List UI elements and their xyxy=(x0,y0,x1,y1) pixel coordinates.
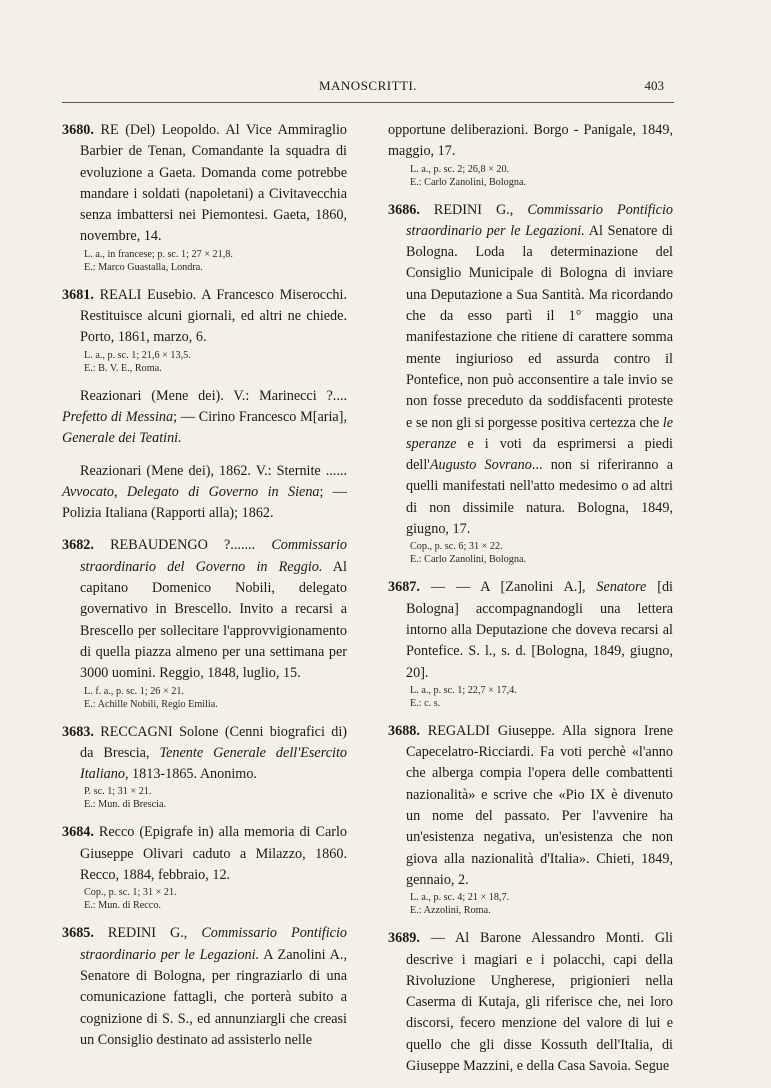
entry-note: E.: Mun. di Brescia. xyxy=(84,799,167,811)
entry-number: 3687. xyxy=(388,579,420,596)
entry-note: Cop., p. sc. 6; 31 × 22. xyxy=(410,541,503,553)
catalog-entry xyxy=(62,722,347,812)
entry-text-segment: REGALDI Giuseppe. Alla signora Irene Capecelatro-Ricciardi. Fa voti perchè «l'anno che alberga compia l'opera delle combattenti nazionalità» e scrive che «Pio IX è divenuto un nome del passato. Per l'avvenire ha un'esistenza negativa, un'esistenza che non giova alla nazionalità d'Italia». Chieti, 1849, gennaio, 2. xyxy=(406,722,673,888)
entry-italic-text: le speranze xyxy=(406,414,673,452)
entry-italic-text: Commissario Pontificio straordinario per le Legazioni. xyxy=(80,925,347,963)
catalog-entry xyxy=(62,535,347,710)
entry-text xyxy=(62,722,347,786)
entry-number: 3685. xyxy=(62,925,94,942)
entry-note: L. f. a., p. sc. 1; 26 × 21. xyxy=(84,685,184,697)
entry-italic-text: Tenente Generale dell'Esercito Italiano xyxy=(80,744,347,783)
right-column xyxy=(388,120,673,1088)
catalog-entry xyxy=(388,721,673,917)
entry-text-segment: , 1813-1865. Anonimo. xyxy=(124,766,257,783)
entry-text xyxy=(62,120,347,248)
entry-note: L. a., p. sc. 2; 26,8 × 20. xyxy=(410,163,510,175)
page-number: 403 xyxy=(644,78,664,93)
catalog-entry xyxy=(388,120,673,189)
entry-note: E.: Carlo Zanolini, Bologna. xyxy=(410,554,527,566)
entry-note: P. sc. 1; 31 × 21. xyxy=(84,786,152,798)
left-column xyxy=(62,120,347,1062)
entry-number: 3689. xyxy=(388,930,420,947)
entry-text-segment: REBAUDENGO ?....... xyxy=(93,537,272,554)
entry-text xyxy=(388,721,673,891)
entry-text-segment: REALI Eusebio. A Francesco Miserocchi. Restituisce alcuni giornali, ed altri ne chiede. Porto, 1861, marzo, 6. xyxy=(80,286,347,346)
entry-number: 3682. xyxy=(62,537,94,554)
entry-text-segment: REDINI G., xyxy=(419,201,528,218)
entry-italic-text: Senatore xyxy=(596,579,647,596)
entry-text-segment: — Al Barone Alessandro Monti. Gli descrive i magiari e i polacchi, capi della Rivoluzione Ungherese, prigionieri nella Caserma di Kutaja, gli riferisce che, nei loro discorsi, fecero menzione del valore di lui e quello che gli disse Kossuth dell'Italia, di Giuseppe Mazzini, e della Casa Savoia. Segue xyxy=(406,930,673,1074)
entry-text-segment: Al Senatore di Bologna. Loda la determinazione del Consiglio Municipale di Bologna di inviare una Deputazione a Sua Santità. Ma ricordando che da esso partì il 1° maggio una manifestazione che ritiene di carattere somma mente ingiurioso ed assurda contro il Pontefice, non può acconsentire a tale invio se non fosse preceduto da soddisfacenti proteste e se non gli si porgesse positiva certezza che xyxy=(406,222,673,431)
entry-text-segment: [di Bologna] accompagnandogli una lettera intorno alla Deputazione che doveva recarsi al Pontefice. S. l., s. d. [Bologna, 1849, giugno, 20]. xyxy=(406,579,673,681)
catalog-entry xyxy=(62,386,347,450)
entry-text-segment: Reazionari (Mene dei). V.: Marinecci ?.... xyxy=(80,387,347,404)
entry-text xyxy=(62,461,347,525)
entry-note: E.: B. V. E., Roma. xyxy=(84,362,162,374)
entry-number: 3686. xyxy=(388,201,420,218)
entry-text xyxy=(388,200,673,541)
entry-text xyxy=(388,120,673,163)
entry-text xyxy=(388,577,673,683)
catalog-entry xyxy=(62,923,347,1051)
entry-italic-text: Generale dei Teatini. xyxy=(62,430,182,447)
entry-note: E.: Carlo Zanolini, Bologna. xyxy=(410,176,527,188)
entry-note: E.: Achille Nobili, Regio Emilia. xyxy=(84,698,218,710)
catalog-entry xyxy=(62,822,347,912)
catalog-entry xyxy=(62,120,347,274)
entry-text-segment: REDINI G., xyxy=(93,925,202,942)
entry-text xyxy=(62,923,347,1051)
entry-note: Cop., p. sc. 1; 31 × 21. xyxy=(84,887,177,899)
entry-note: E.: Mun. di Recco. xyxy=(84,900,161,912)
entry-number: 3681. xyxy=(62,286,94,303)
entry-text-segment: RECCAGNI Solone (Cenni biografici di) da Brescia, xyxy=(80,723,347,761)
entry-number: 3680. xyxy=(62,122,94,138)
entry-text-segment: ; — Polizia Italiana (Rapporti alla); 1862. xyxy=(62,483,347,522)
catalog-entry xyxy=(388,200,673,567)
entry-text-segment: opportune deliberazioni. Borgo - Panigale, 1849, maggio, 17. xyxy=(388,122,673,160)
entry-number: 3683. xyxy=(62,723,94,740)
running-title: MANOSCRITTI. xyxy=(318,78,418,93)
entry-note: L. a., in francese; p. sc. 1; 27 × 21,8. xyxy=(84,248,233,260)
entry-text-segment: Al capitano Domenico Nobili, delegato governativo in Brescello. Invito a recarsi a Brescello per sollecitare l'approvvigionamento di quella piazza almeno per una settimana per 3000 uomini. Reggio, 1848, luglio, 15. xyxy=(80,558,347,682)
catalog-entry xyxy=(388,928,673,1077)
entry-text-segment: Recco (Epigrafe in) alla memoria di Carlo Giuseppe Olivari caduto a Milazzo, 1860. Recco, 1884, febbraio, 12. xyxy=(80,824,347,884)
entry-note: L. a., p. sc. 1; 21,6 × 13,5. xyxy=(84,349,191,361)
page-header xyxy=(62,74,674,103)
entry-text xyxy=(62,386,347,450)
entry-text xyxy=(62,285,347,349)
entry-note: L. a., p. sc. 4; 21 × 18,7. xyxy=(410,892,510,904)
entry-text-segment: — — A [Zanolini A.], xyxy=(419,579,597,596)
entry-text-segment: RE (Del) Leopoldo. Al Vice Ammiraglio Barbier de Tenan, Comandante la squadra di evoluzione a Gaeta. Domanda come potrebbe mandare i soldati (napoletani) a Civitavecchia senza imbattersi nei Piemontesi. Gaeta, 1860, novembre, 14. xyxy=(80,122,347,245)
entry-italic-text: Commissario Pontificio straordinario per le Legazioni. xyxy=(406,201,673,239)
entry-text-segment: e i voti da esprimersi a piedi dell' xyxy=(406,435,673,474)
entry-text xyxy=(62,822,347,886)
catalog-entry xyxy=(388,577,673,709)
entry-number: 3684. xyxy=(62,824,94,841)
catalog-entry xyxy=(62,285,347,375)
entry-text-segment: A Zanolini A., Senatore di Bologna, per ringraziarlo di una comunicazione fattagli, che porterà subito a cognizione di S. S., ed annunziargli che creasi un Consiglio destinato ad assisterlo nelle xyxy=(80,946,347,1048)
entry-italic-text: Augusto Sovrano xyxy=(429,457,532,474)
entry-note: E.: Azzolini, Roma. xyxy=(410,905,491,917)
entry-note: L. a., p. sc. 1; 22,7 × 17,4. xyxy=(410,684,517,696)
entry-text xyxy=(388,928,673,1077)
catalog-entry xyxy=(62,461,347,525)
entry-italic-text: Commissario straordinario del Governo in Reggio. xyxy=(80,537,347,575)
entry-text-segment: ; — Cirino Francesco M[aria], xyxy=(173,408,347,425)
entry-note: E.: c. s. xyxy=(410,697,441,709)
entry-text-segment: Reazionari (Mene dei), 1862. V.: Sternite ...... xyxy=(80,462,347,479)
entry-italic-text: Prefetto di Messina xyxy=(62,408,174,425)
entry-text-segment: ... non si riferiranno a quelli manifestati nell'atto medesimo o ad altri di non dissimile natura. Bologna, 1849, giugno, 17. xyxy=(406,457,673,538)
entry-number: 3688. xyxy=(388,722,420,739)
entry-italic-text: Avvocato, Delegato di Governo in Siena xyxy=(62,483,320,500)
entry-note: E.: Marco Guastalla, Londra. xyxy=(84,261,203,273)
entry-text xyxy=(62,535,347,684)
